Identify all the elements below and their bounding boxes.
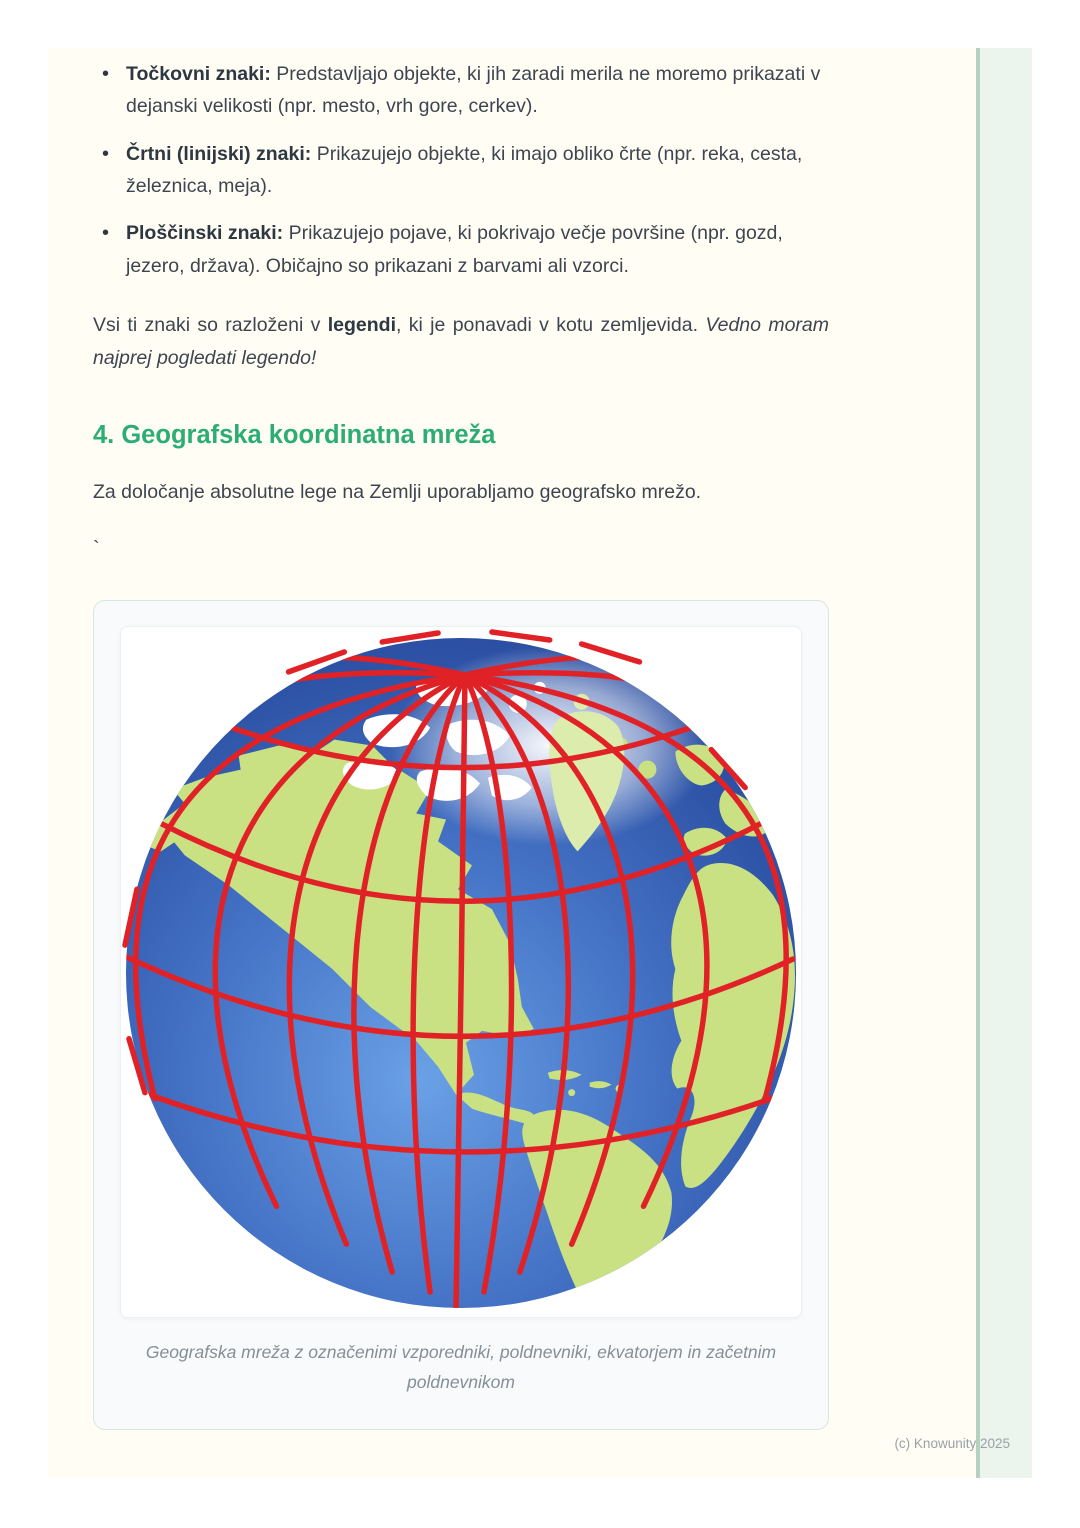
- bullet-text: Prikazujejo pojave, ki pokrivajo večje površine (npr. gozd, jezero, država). Običajno so prikazani z barvami ali vzorci.: [126, 222, 783, 277]
- paragraph-text: , ki je ponavadi v kotu zemljevida.: [396, 314, 706, 337]
- bullet-term: Ploščinski znaki:: [126, 222, 284, 245]
- legend-paragraph: [93, 309, 829, 374]
- list-item: [93, 58, 829, 123]
- landmass-africa: [671, 863, 795, 1188]
- list-item: [93, 138, 829, 203]
- globe-graphic: [121, 627, 801, 1317]
- document-content: [93, 48, 829, 1430]
- paragraph-italic-text: Vedno moram najprej pogledati legendo!: [93, 314, 829, 369]
- map-symbols-list: [93, 48, 829, 282]
- landmass-caribbean: [568, 1089, 575, 1096]
- bullet-text: Predstavljajo objekte, ki jih zaradi merila ne moremo prikazati v dejanski velikosti (npr. mesto, vrh gore, cerkev).: [126, 63, 821, 118]
- section-heading: 4. Geografska koordinatna mreža: [93, 420, 496, 449]
- paragraph-text: Vsi ti znaki so razloženi v: [93, 314, 328, 337]
- landmass-arctic-island: [411, 822, 421, 832]
- stray-backtick: `: [93, 537, 100, 560]
- footer-copyright: (c) Knowunity 2025: [894, 1436, 1010, 1451]
- paragraph-bold-text: legendi: [327, 314, 397, 337]
- list-item: [93, 217, 829, 282]
- bullet-term: Točkovni znaki:: [126, 63, 271, 85]
- figure-card: [93, 600, 829, 1430]
- figure-caption: Geografska mreža z označenimi vzporedniki, poldnevniki, ekvatorjem in začetnim poldnevnikom: [145, 1341, 777, 1393]
- intro-paragraph: Za določanje absolutne lege na Zemlji uporabljamo geografsko mrežo.: [93, 481, 702, 504]
- decorative-side-bar: [976, 48, 1032, 1478]
- globe-image: [120, 626, 802, 1318]
- bullet-text: Prikazujejo objekte, ki imajo obliko črte (npr. reka, cesta, železnica, meja).: [126, 142, 803, 198]
- bullet-term: Črtni (linijski) znaki:: [126, 142, 312, 165]
